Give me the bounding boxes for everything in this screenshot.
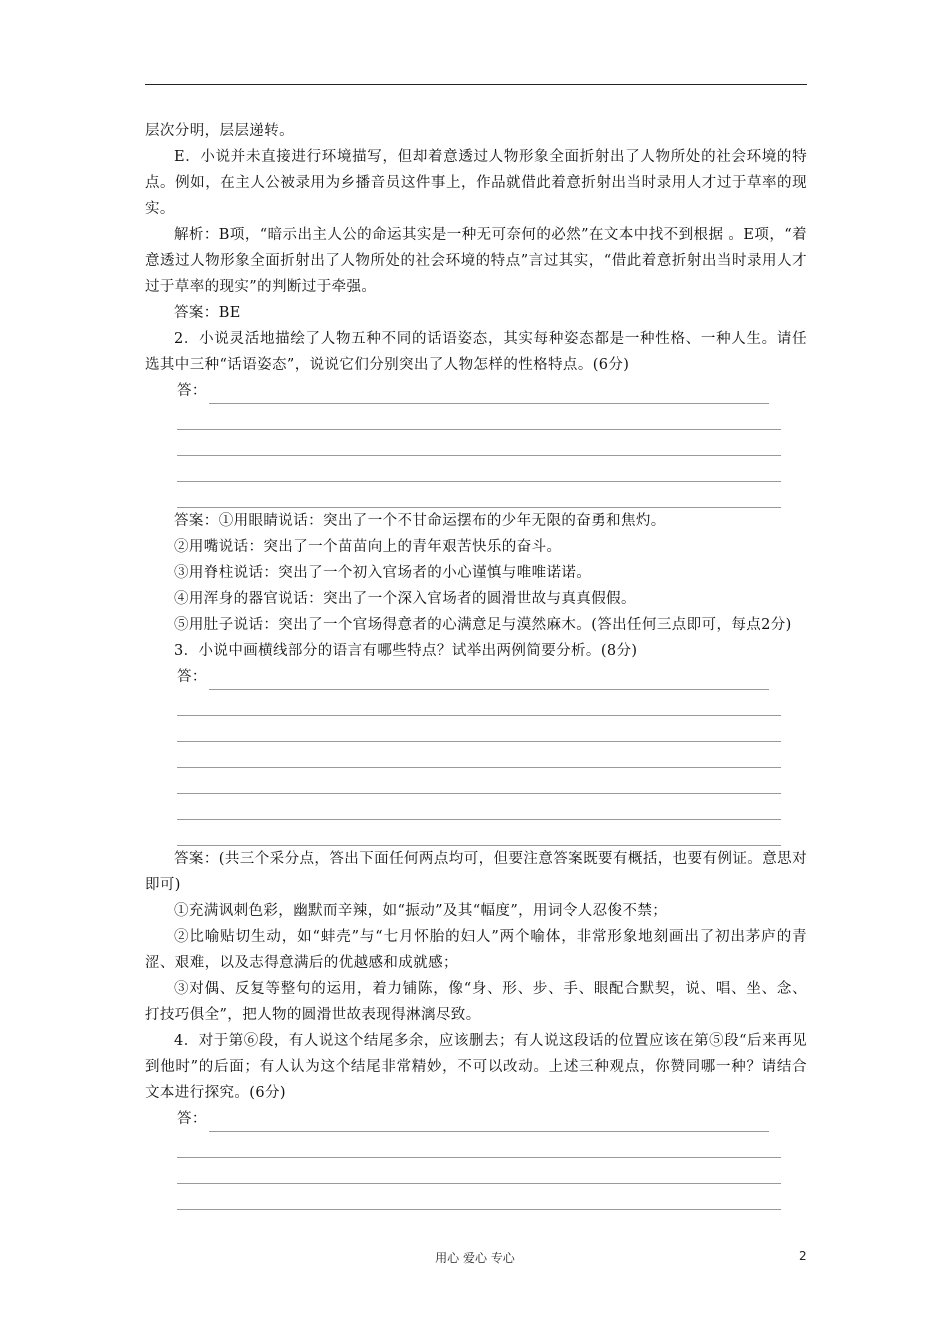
blank-line [177,1158,781,1184]
blank-line [177,768,781,794]
q2-answer: ③用脊柱说话：突出了一个初入官场者的小心谨慎与唯唯诺诺。 [174,565,592,581]
q3-answer: 答案：(共三个采分点，答出下面任何两点均可，但要注意答案既要有概括，也要有例证。意思对即可) [145,851,807,893]
header-rule [145,84,807,85]
blank-line [177,456,781,482]
blank-line [177,1184,781,1210]
q2-answer: ⑤用肚子说话：突出了一个官场得意者的心满意足与漠然麻木。(答出任何三点即可，每点2分) [174,617,792,633]
footer-text: 用心 爱心 专心 [435,1251,515,1265]
option-e: E．小说并未直接进行环境描写，但却着意透过人物形象全面折射出了人物所处的社会环境的特点。例如，在主人公被录用为乡播音员这件事上，作品就借此着意折射出当时录用人才过于草率的现实。 [145,149,807,217]
question-3: 3．小说中画横线部分的语言有哪些特点？试举出两例简要分析。(8分) [174,643,638,659]
q2-answer: 答案：①用眼睛说话：突出了一个不甘命运摆布的少年无限的奋勇和焦灼。 [174,513,666,529]
answer-line-q4 [145,1106,807,1132]
answer-1: 答案：BE [174,305,241,321]
blank-line [177,794,781,820]
blank-line [177,690,781,716]
blank-line [177,820,781,846]
answer-label: 答： [177,669,207,685]
blank-line [177,716,781,742]
continued-line: 层次分明，层层递转。 [145,123,294,139]
blank-line [177,404,781,430]
q3-answer: ②比喻贴切生动，如“蚌壳”与“七月怀胎的妇人”两个喻体，非常形象地刻画出了初出茅庐的青涩、艰难，以及志得意满后的优越感和成就感； [145,929,807,971]
answer-rule [209,1113,769,1132]
page-content [145,118,807,1210]
q3-answer: ①充满讽刺色彩，幽默而辛辣，如“振动”及其“幅度”，用词令人忍俊不禁； [174,903,668,919]
answer-rule [209,671,769,690]
q2-answer: ④用浑身的器官说话：突出了一个深入官场者的圆滑世故与真真假假。 [174,591,636,607]
q3-answer: ③对偶、反复等整句的运用，着力铺陈，像“身、形、步、手、眼配合默契，说、唱、坐、念、打技巧俱全”，把人物的圆滑世故表现得淋漓尽致。 [145,981,807,1023]
answer-line-q2 [145,378,807,404]
page-number: 2 [799,1249,807,1263]
question-4: 4．对于第⑥段，有人说这个结尾多余，应该删去；有人说这段话的位置应该在第⑤段“后来再见到他时”的后面；有人认为这个结尾非常精妙，不可以改动。上述三种观点，你赞同哪一种？请结合文本进行探究。(6分) [145,1033,807,1101]
answer-rule [209,385,769,404]
blank-line [177,1132,781,1158]
analysis-text: 解析：B项，“暗示出主人公的命运其实是一种无可奈何的必然”在文本中找不到根据 。E项，“着意透过人物形象全面折射出了人物所处的社会环境的特点”言过其实，“借此着意折射出当时录用人才过于草率的现实”的判断过于牵强。 [145,227,807,295]
question-2: 2．小说灵活地描绘了人物五种不同的话语姿态，其实每种姿态都是一种性格、一种人生。请任选其中三种“话语姿态”，说说它们分别突出了人物怎样的性格特点。(6分) [145,331,807,373]
answer-label: 答： [177,383,207,399]
blank-line [177,482,781,508]
answer-label: 答： [177,1111,207,1127]
blank-line [177,430,781,456]
blank-line [177,742,781,768]
answer-line-q3 [145,664,807,690]
q2-answer: ②用嘴说话：突出了一个苗苗向上的青年艰苦快乐的奋斗。 [174,539,562,555]
